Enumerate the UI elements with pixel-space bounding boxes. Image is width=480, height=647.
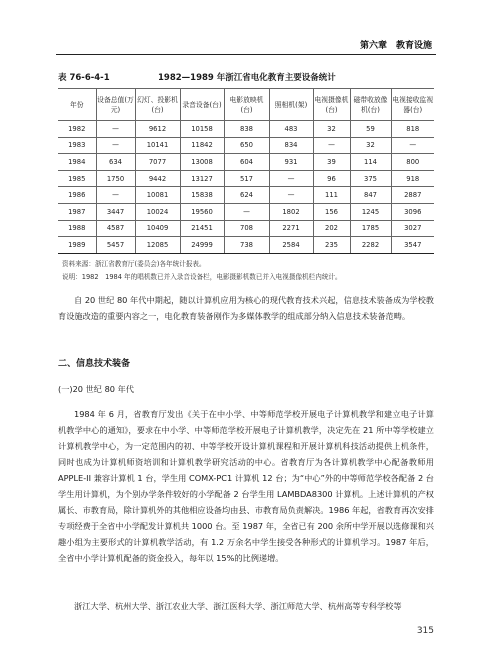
table-cell: — [224, 203, 269, 220]
column-header: 照相机(架) [269, 89, 313, 121]
table-cell: 13008 [180, 154, 224, 171]
column-header: 录音设备(台) [180, 89, 224, 121]
table-cell: 1802 [269, 203, 313, 220]
table-cell: 21451 [180, 220, 224, 237]
table-cell: 5457 [96, 237, 135, 254]
section-heading: 二、信息技术装备 [58, 359, 131, 369]
table-cell: 834 [269, 137, 313, 154]
table-cell: 11842 [180, 137, 224, 154]
column-header: 电视摄像机(台) [313, 89, 350, 121]
table-cell: 3027 [391, 220, 434, 237]
table-cell: 10158 [180, 121, 224, 138]
column-header: 电影放映机(台) [224, 89, 269, 121]
table-row [58, 137, 434, 154]
intro-paragraph: 自 20 世纪 80 年代中期起，随以计算机应用为核心的现代教育技术兴起，信息技术装备成为学校教育设施改造的重要内容之一，电化教育装备刚作为多媒体教学的组成部分纳入信息技术装备范畴。 [58, 295, 434, 321]
table-explanation-note: 说明：1982 1984 年的唱机数已并入录音设备栏，电影摄影机数已并入电视摄像机栏内统计。 [62, 273, 342, 281]
table-row [58, 154, 434, 171]
table-source-note: 资料来源：浙江省教育厅(委员会)各年统计报表。 [62, 260, 206, 268]
table-cell: 24999 [180, 237, 224, 254]
table-cell: 32 [350, 137, 391, 154]
table-row [58, 203, 434, 220]
table-cell: 3096 [391, 203, 434, 220]
table-cell: 32 [313, 121, 350, 138]
table-cell: 10081 [135, 187, 180, 204]
table-cell: 15838 [180, 187, 224, 204]
table-cell: 624 [224, 187, 269, 204]
table-cell: 96 [313, 170, 350, 187]
table-cell: — [96, 121, 135, 138]
table-cell: 19560 [180, 203, 224, 220]
table-cell: 2887 [391, 187, 434, 204]
table-cell: 483 [269, 121, 313, 138]
table-title: 1982—1989 年浙江省电化教育主要设备统计 [158, 73, 336, 83]
table-cell: 3547 [391, 237, 434, 254]
table-cell: 708 [224, 220, 269, 237]
table-cell: 738 [224, 237, 269, 254]
table-header-row [58, 89, 434, 121]
table-cell: 931 [269, 154, 313, 171]
page-number: 315 [416, 626, 434, 636]
table-cell: 202 [313, 220, 350, 237]
table-cell: 114 [350, 154, 391, 171]
table-cell: 375 [350, 170, 391, 187]
year-cell: 1987 [58, 203, 96, 220]
chapter-title: 第六章 教育设施 [359, 41, 432, 51]
table-cell: — [313, 137, 350, 154]
column-header: 电视接收监视器(台) [391, 89, 434, 121]
table-cell: 818 [391, 121, 434, 138]
table-cell: 12085 [135, 237, 180, 254]
table-cell: 156 [313, 203, 350, 220]
table-cell: 7077 [135, 154, 180, 171]
year-cell: 1988 [58, 220, 96, 237]
table-cell: 650 [224, 137, 269, 154]
table-cell: — [96, 187, 135, 204]
table-cell: 918 [391, 170, 434, 187]
table-cell: 39 [313, 154, 350, 171]
table-row [58, 220, 434, 237]
table-cell: 2271 [269, 220, 313, 237]
table-number: 表 76-6-4-1 [58, 73, 110, 83]
header-rule [56, 54, 436, 55]
table-cell: 9442 [135, 170, 180, 187]
table-cell: 111 [313, 187, 350, 204]
table-row [58, 237, 434, 254]
table-cell: 4587 [96, 220, 135, 237]
year-cell: 1983 [58, 137, 96, 154]
table-row [58, 121, 434, 138]
table-cell: 10409 [135, 220, 180, 237]
subsection-heading: (一)20 世纪 80 年代 [58, 384, 134, 394]
table-cell: 2584 [269, 237, 313, 254]
table-cell: 10141 [135, 137, 180, 154]
table-cell: 1245 [350, 203, 391, 220]
table-cell: 800 [391, 154, 434, 171]
table-cell: 2282 [350, 237, 391, 254]
column-header: 磁带收放像机(台) [350, 89, 391, 121]
page-header [0, 0, 480, 51]
table-cell: 1750 [96, 170, 135, 187]
equipment-statistics-table [58, 88, 434, 254]
table-cell: 9612 [135, 121, 180, 138]
body-paragraph: 1984 年 6 月，省教育厅发出《关于在中小学、中等师范学校开展电子计算机教学和建立电子计算机教学中心的通知》，要求在中小学、中等师范学校开展电子计算机教学，决定先在 21 所中等学校建立计算机教学中心，为一定范围内的初、中等学校开设计算机课程和开展计算机科技活动提供上机条件，同时也成为计算机师资培训和计算机教学研究活动的中心。省教育厅为各计算机教学中心配备教师用 APPLE-II 兼容计算机 1 台，学生用 COMX-PC1 计算机 12 台；为“中心”外的中等师范学校各配备 2 台学生用计算机，为个别办学条件较好的小学配备 2 台学生用 LAMBDA8300 计算机。上述计算机的产权属长、市教育局，除计算机外的其他相应设备均由县、市教育局负责解决。1986 年起，省教育再次安排专项经费于全省中小学配发计算机共 1000 台。至 1987 年，全省已有 200 余所中学开展以选修课和兴趣小组为主要形式的计算机教学活动，有 1.2 万余名中学生接受各种形式的计算机学习。1987 年后，全省中小学计算机配备的资金投入，每年以 15%的比例递增。 [58, 409, 434, 563]
table-cell: — [391, 137, 434, 154]
table-cell: 604 [224, 154, 269, 171]
column-header: 设备总值(万元) [96, 89, 135, 121]
table-caption [58, 71, 434, 85]
table-cell: — [96, 137, 135, 154]
table-cell: — [269, 187, 313, 204]
table-cell: 13127 [180, 170, 224, 187]
year-cell: 1982 [58, 121, 96, 138]
table-row [58, 170, 434, 187]
table-cell: 59 [350, 121, 391, 138]
table-cell: 1785 [350, 220, 391, 237]
table-cell: 235 [313, 237, 350, 254]
table-cell: 3447 [96, 203, 135, 220]
continued-paragraph: 浙江大学、杭州大学、浙江农业大学、浙江医科大学、浙江师范大学、杭州高等专科学校等 [74, 601, 402, 611]
table-cell: 838 [224, 121, 269, 138]
table-cell: — [269, 170, 313, 187]
year-cell: 1985 [58, 170, 96, 187]
table-body [58, 121, 434, 254]
column-header: 幻灯、投影机(台) [135, 89, 180, 121]
table-cell: 10024 [135, 203, 180, 220]
column-header: 年份 [58, 89, 96, 121]
year-cell: 1986 [58, 187, 96, 204]
table-cell: 517 [224, 170, 269, 187]
table-cell: 634 [96, 154, 135, 171]
year-cell: 1989 [58, 237, 96, 254]
year-cell: 1984 [58, 154, 96, 171]
table-cell: 847 [350, 187, 391, 204]
table-row [58, 187, 434, 204]
